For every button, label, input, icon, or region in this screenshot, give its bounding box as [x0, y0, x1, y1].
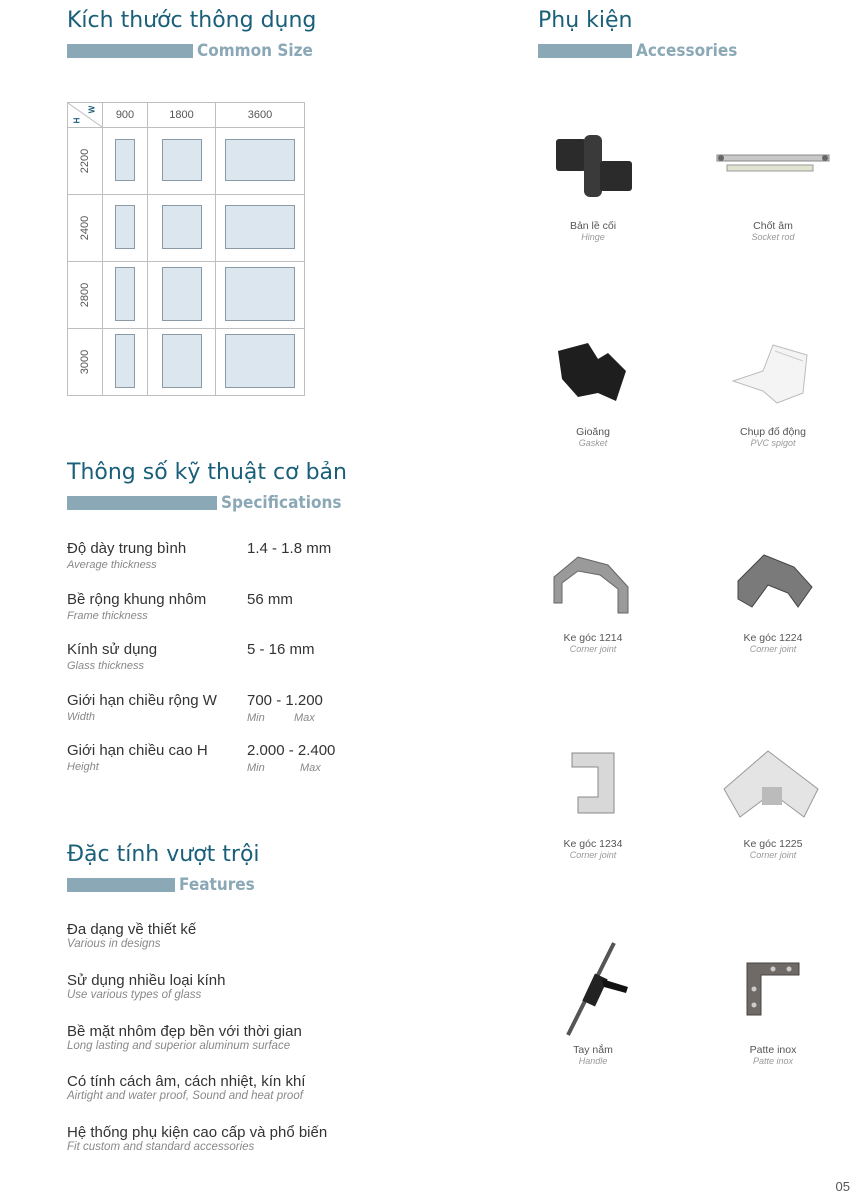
- window-diagram: [103, 329, 148, 396]
- corner-joint-icon: [548, 537, 638, 617]
- specifications-subtitle: Specifications: [67, 494, 355, 512]
- min-label: Min: [247, 712, 265, 724]
- spec-item: Bề rộng khung nhôm Frame thickness 56 mm: [67, 591, 293, 622]
- window-diagram: [216, 195, 305, 262]
- height-header: 2800: [68, 262, 103, 329]
- height-header: 2400: [68, 195, 103, 262]
- accessories-title: Phụ kiện: [538, 8, 633, 33]
- hinge-icon: [548, 125, 638, 205]
- accessory-item: Ke góc 1225 Corner joint: [698, 728, 848, 860]
- window-diagram: [216, 329, 305, 396]
- handle-icon: [548, 939, 638, 1039]
- window-diagram: [103, 128, 148, 195]
- accessory-item: Patte inox Patte inox: [698, 934, 848, 1066]
- page-number: 05: [835, 1179, 850, 1194]
- common-size-subtitle: Common Size: [67, 42, 326, 60]
- accessory-item: Ke góc 1224 Corner joint: [698, 522, 848, 654]
- min-label: Min: [247, 762, 265, 774]
- accessory-item: Gioăng Gasket: [518, 316, 668, 448]
- size-table: [67, 102, 305, 396]
- spec-item: Kính sử dụng Glass thickness 5 - 16 mm: [67, 641, 315, 672]
- width-header: 900: [103, 103, 148, 128]
- window-diagram: [148, 329, 216, 396]
- window-diagram: [148, 195, 216, 262]
- max-label: Max: [300, 762, 321, 774]
- specifications-title: Thông số kỹ thuật cơ bản: [67, 460, 347, 485]
- corner-joint-icon: [728, 537, 818, 617]
- feature-item: Hệ thống phụ kiện cao cấp và phổ biến Fit custom and standard accessories: [67, 1124, 328, 1153]
- spec-item: Độ dày trung bình Average thickness 1.4 - 1.8 mm: [67, 540, 332, 571]
- feature-item: Đa dạng về thiết kế Various in designs: [67, 921, 197, 950]
- accessory-item: Ke góc 1234 Corner joint: [518, 728, 668, 860]
- feature-item: Bề mặt nhôm đẹp bền với thời gian Long lasting and superior aluminum surface: [67, 1023, 302, 1052]
- spec-item: Giới hạn chiều rộng W Width 700 - 1.200 Min Max: [67, 692, 323, 724]
- accessory-item: Bản lề cối Hinge: [518, 110, 668, 242]
- common-size-title: Kích thước thông dụng: [67, 8, 317, 33]
- feature-item: Có tính cách âm, cách nhiệt, kín khí Airtight and water proof, Sound and heat proof: [67, 1073, 306, 1102]
- table-corner: W H: [68, 103, 103, 128]
- accessories-subtitle: Accessories: [538, 42, 749, 60]
- window-diagram: [103, 262, 148, 329]
- socket-rod-icon: [713, 145, 833, 185]
- accessory-item: Ke góc 1214 Corner joint: [518, 522, 668, 654]
- window-diagram: [216, 262, 305, 329]
- accessory-item: Tay nắm Handle: [518, 934, 668, 1066]
- gasket-icon: [548, 331, 638, 411]
- spec-item: Giới hạn chiều cao H Height 2.000 - 2.400 Min Max: [67, 742, 336, 774]
- features-title: Đặc tính vượt trội: [67, 842, 260, 867]
- pvc-spigot-icon: [723, 331, 823, 411]
- corner-joint-icon: [718, 743, 828, 823]
- features-subtitle: Features: [67, 876, 263, 894]
- width-header: 1800: [148, 103, 216, 128]
- accessory-item: Chụp đố động PVC spigot: [698, 316, 848, 448]
- feature-item: Sử dụng nhiều loại kính Use various types of glass: [67, 972, 226, 1001]
- window-diagram: [103, 195, 148, 262]
- accessory-item: Chốt âm Socket rod: [698, 110, 848, 242]
- height-header: 2200: [68, 128, 103, 195]
- window-diagram: [148, 128, 216, 195]
- window-diagram: [148, 262, 216, 329]
- corner-joint-icon: [548, 743, 638, 823]
- max-label: Max: [294, 712, 315, 724]
- height-header: 3000: [68, 329, 103, 396]
- width-header: 3600: [216, 103, 305, 128]
- patte-icon: [733, 949, 813, 1029]
- window-diagram: [216, 128, 305, 195]
